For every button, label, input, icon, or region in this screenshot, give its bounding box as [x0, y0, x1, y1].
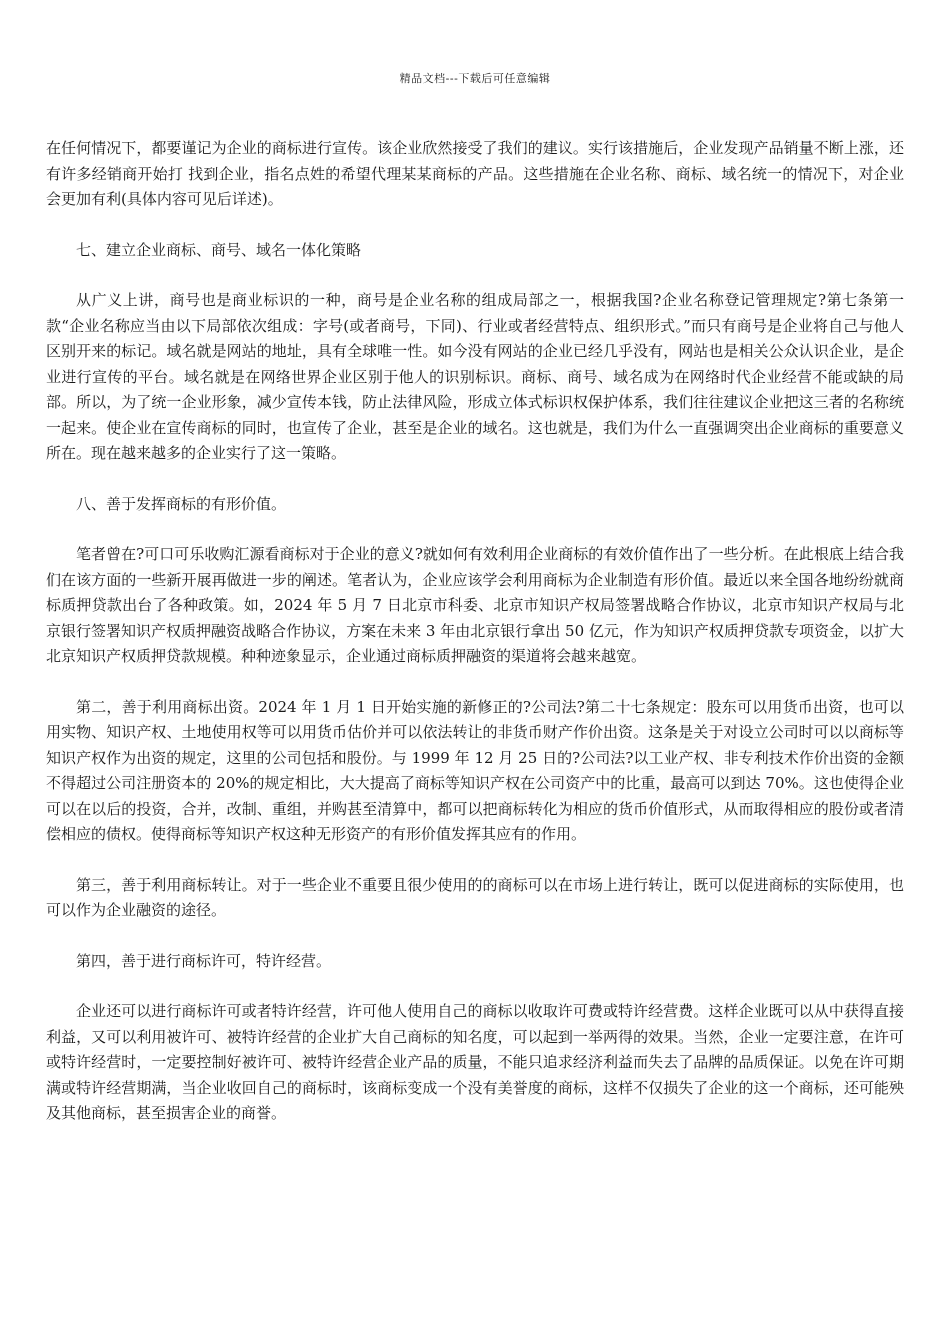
- paragraph-continuation: 在任何情况下，都要谨记为企业的商标进行宣传。该企业欣然接受了我们的建议。实行该措施后，企业发现产品销量不断上涨，还有许多经销商开始打 找到企业，指名点姓的希望代理某某商标的产品。这些措施在企业名称、商标、域名统一的情况下，对企业会更加有利(具体内容可见后详述)。: [46, 139, 904, 208]
- paragraph-gap: [46, 848, 904, 873]
- document-body: [46, 136, 904, 1127]
- paragraph-gap: [46, 670, 904, 695]
- paragraph-gap: [46, 924, 904, 949]
- paragraph-trademark-licensing: 企业还可以进行商标许可或者特许经营，许可他人使用自己的商标以收取许可费或特许经营费。这样企业既可以从中获得直接利益，又可以利用被许可、被特许经营的企业扩大自己商标的知名度，可以起到一举两得的效果。当然，企业一定要注意，在许可或特许经营时，一定要控制好被许可、被特许经营企业产品的质量，不能只追求经济利益而失去了品牌的品质保证。以免在许可期满或特许经营期满，当企业收回自己的商标时，该商标变成一个没有美誉度的商标，这样不仅损失了企业的这一个商标，还可能殃及其他商标，甚至损害企业的商誉。: [46, 1002, 904, 1122]
- paragraph-gap: [46, 467, 904, 492]
- section-heading-7: 七、建立企业商标、商号、域名一体化策略: [76, 240, 362, 259]
- paragraph-trademark-transfer: 第三，善于利用商标转让。对于一些企业不重要且很少使用的的商标可以在市场上进行转让，既可以促进商标的实际使用，也可以作为企业融资的途径。: [46, 875, 904, 919]
- paragraph-branding-strategy: 从广义上讲，商号也是商业标识的一种，商号是企业名称的组成局部之一，根据我国?企业名称登记管理规定?第七条第一款“企业名称应当由以下局部依次组成：字号(或者商号，下同)、行业或者经营特点、组织形式。”而只有商号是企业将自己与他人区别开来的标记。域名就是网站的地址，具有全球唯一性。如今没有网站的企业已经几乎没有，网站也是相关公众认识企业，是企业进行宣传的平台。域名就是在网络世界企业区别于他人的识别标识。商标、商号、域名成为在网络时代企业经营不能或缺的局部。所以，为了统一企业形象，减少宣传本钱，防止法律风险，形成立体式标识权保护体系，我们往往建议企业把这三者的名称统一起来。使企业在宣传商标的同时，也宣传了企业，甚至是企业的域名。这也就是，我们为什么一直强调突出企业商标的重要意义所在。现在越来越多的企业实行了这一策略。: [46, 291, 904, 462]
- paragraph-gap: [46, 517, 904, 542]
- paragraph-gap: [46, 974, 904, 999]
- paragraph-trademark-pledge: 笔者曾在?可口可乐收购汇源看商标对于企业的意义?就如何有效利用企业商标的有效价值作出了一些分析。在此根底上结合我们在该方面的一些新开展再做进一步的阐述。笔者认为，企业应该学会利用商标为企业制造有形价值。最近以来全国各地纷纷就商标质押贷款出台了各种政策。如，2024 年 5 月 7 日北京市科委、北京市知识产权局签署战略合作协议，北京市知识产权局与北京银行签署知识产权质押融资战略合作协议，方案在未来 3 年由北京银行拿出 50 亿元，作为知识产权质押贷款专项资金，以扩大北京知识产权质押贷款规模。种种迹象显示，企业通过商标质押融资的渠道将会越来越宽。: [46, 545, 904, 665]
- paragraph-gap: [46, 213, 904, 238]
- section-heading-8: 八、善于发挥商标的有形价值。: [76, 494, 287, 513]
- paragraph-gap: [46, 263, 904, 288]
- paragraph-trademark-investment: 第二，善于利用商标出资。2024 年 1 月 1 日开始实施的新修正的?公司法?第二十七条规定：股东可以用货币出资，也可以用实物、知识产权、土地使用权等可以用货币估价并可以依法转让的非货币财产作价出资。这条是关于对设立公司时可以以商标等知识产权作为出资的规定，这里的公司包括和股份。与 1999 年 12 月 25 日的?公司法?以工业产权、非专利技术作价出资的金额不得超过公司注册资本的 20%的规定相比，大大提高了商标等知识产权在公司资产中的比重，最高可以到达 70%。这也使得企业可以在以后的投资，合并，改制、重组，并购甚至清算中，都可以把商标转化为相应的货币价值形式，从而取得相应的股份或者清偿相应的债权。使得商标等知识产权这种无形资产的有形价值发挥其应有的作用。: [46, 697, 904, 843]
- page-header: 精品文档---下载后可任意编辑: [399, 72, 551, 85]
- section-heading-fourth: 第四，善于进行商标许可，特许经营。: [76, 951, 332, 970]
